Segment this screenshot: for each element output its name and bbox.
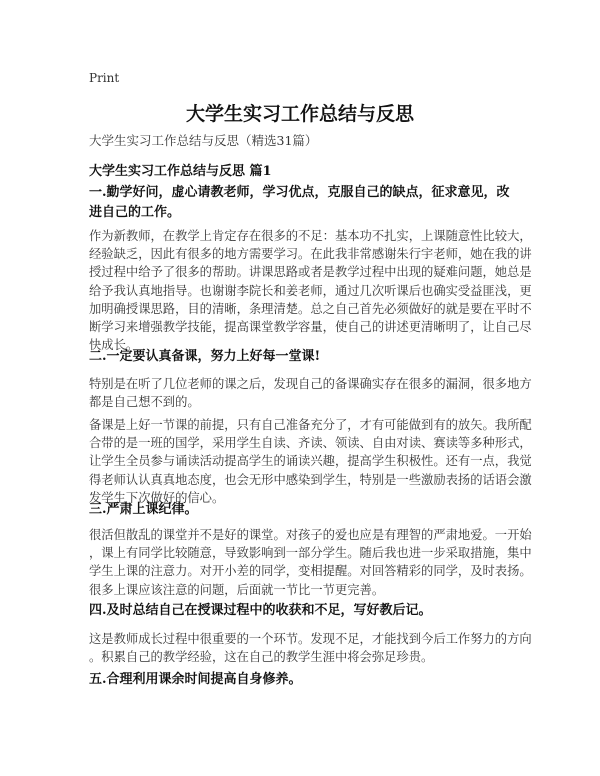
paragraph-1 <box>89 227 532 354</box>
heading-2: 二.一定要认真备课，努力上好每一堂课! <box>89 349 321 364</box>
heading-5: 五.合理利用课余时间提高自身修养。 <box>89 672 302 687</box>
paragraph-line: 学生上课的注意力。对开小差的同学，变相提醒。对回答精彩的同学，及时表扬。 <box>89 564 532 579</box>
section-heading: 大学生实习工作总结与反思 篇1 <box>89 164 272 179</box>
paragraph-line: 这是教师成长过程中很重要的一个环节。发现不足，才能找到今后工作努力的方向 <box>89 632 532 646</box>
paragraph-line: 断学习来增强教学技能，提高课堂教学容量，使自己的讲述更清晰明了，让自己尽 <box>89 320 532 335</box>
print-label: Print <box>89 71 120 85</box>
paragraph-line: ，课上有同学比较随意，导致影响到一部分学生。随后我也进一步采取措施，集中 <box>89 546 532 561</box>
paragraph-line: 得老师认认真真地态度，也会无形中感染到学生，特别是一些激励表扬的话语会激 <box>89 472 532 487</box>
paragraph-line: 让学生全员参与诵读活动提高学生的诵读兴趣，提高学生积极性。还有一点，我觉 <box>89 454 532 469</box>
paragraph-line: 。积累自己的教学经验，这在自己的教学生涯中将会弥足珍贵。 <box>89 650 434 665</box>
paragraph-line: 很活但散乱的课堂并不是好的课堂。对孩子的爱也应是有理智的严肃地爱。一开始 <box>89 528 532 542</box>
paragraph-2 <box>89 375 532 411</box>
paragraph-line: 作为新教师，在教学上肯定存在很多的不足：基本功不扎实，上课随意性比较大， <box>89 229 532 243</box>
paragraph-line: 备课是上好一节课的前提，只有自己准备充分了，才有可能做到有的放矢。我所配 <box>89 418 532 432</box>
paragraph-3 <box>89 416 532 507</box>
paragraph-line: 经验缺乏，因此有很多的地方需要学习。在此我非常感谢朱行宇老师，她在我的讲 <box>89 247 532 262</box>
document-subtitle: 大学生实习工作总结与反思（精选31篇） <box>89 133 318 148</box>
page-title: 大学生实习工作总结与反思 <box>185 103 414 125</box>
paragraph-line: 很多上课应该注意的问题，后面就一节比一节更完善。 <box>89 582 385 597</box>
heading-1: 一.勤学好问，虚心请教老师，学习优点，克服自己的缺点，征求意见，改进自己的工作。 <box>89 185 510 220</box>
paragraph-line: 都是自己想不到的。 <box>89 395 200 410</box>
paragraph-line: 加明确授课思路，目的清晰，条理清楚。总之自己首先必须做好的就是要在平时不 <box>89 301 532 316</box>
heading-4: 四.及时总结自己在授课过程中的收获和不足，写好教后记。 <box>89 603 432 618</box>
paragraph-line: 特别是在听了几位老师的课之后，发现自己的备课确实存在很多的漏洞，很多地方 <box>89 377 532 391</box>
paragraph-4 <box>89 526 532 599</box>
paragraph-line: 合带的是一班的国学，采用学生自读、齐读、领读、自由对读、赛读等多种形式， <box>89 436 532 451</box>
paragraph-line: 给予我认真地指导。也谢谢李院长和姜老师，通过几次听课后也确实受益匪浅，更 <box>89 283 532 298</box>
heading-3: 三.严肃上课纪律。 <box>89 502 198 517</box>
paragraph-5 <box>89 630 532 666</box>
paragraph-line: 授过程中给予了很多的帮助。讲课思路或者是教学过程中出现的疑难问题，她总是 <box>89 265 532 280</box>
paragraph-line: 快成长。 <box>89 338 139 353</box>
paragraph-line: 发学生下次做好的信心。 <box>89 490 225 505</box>
